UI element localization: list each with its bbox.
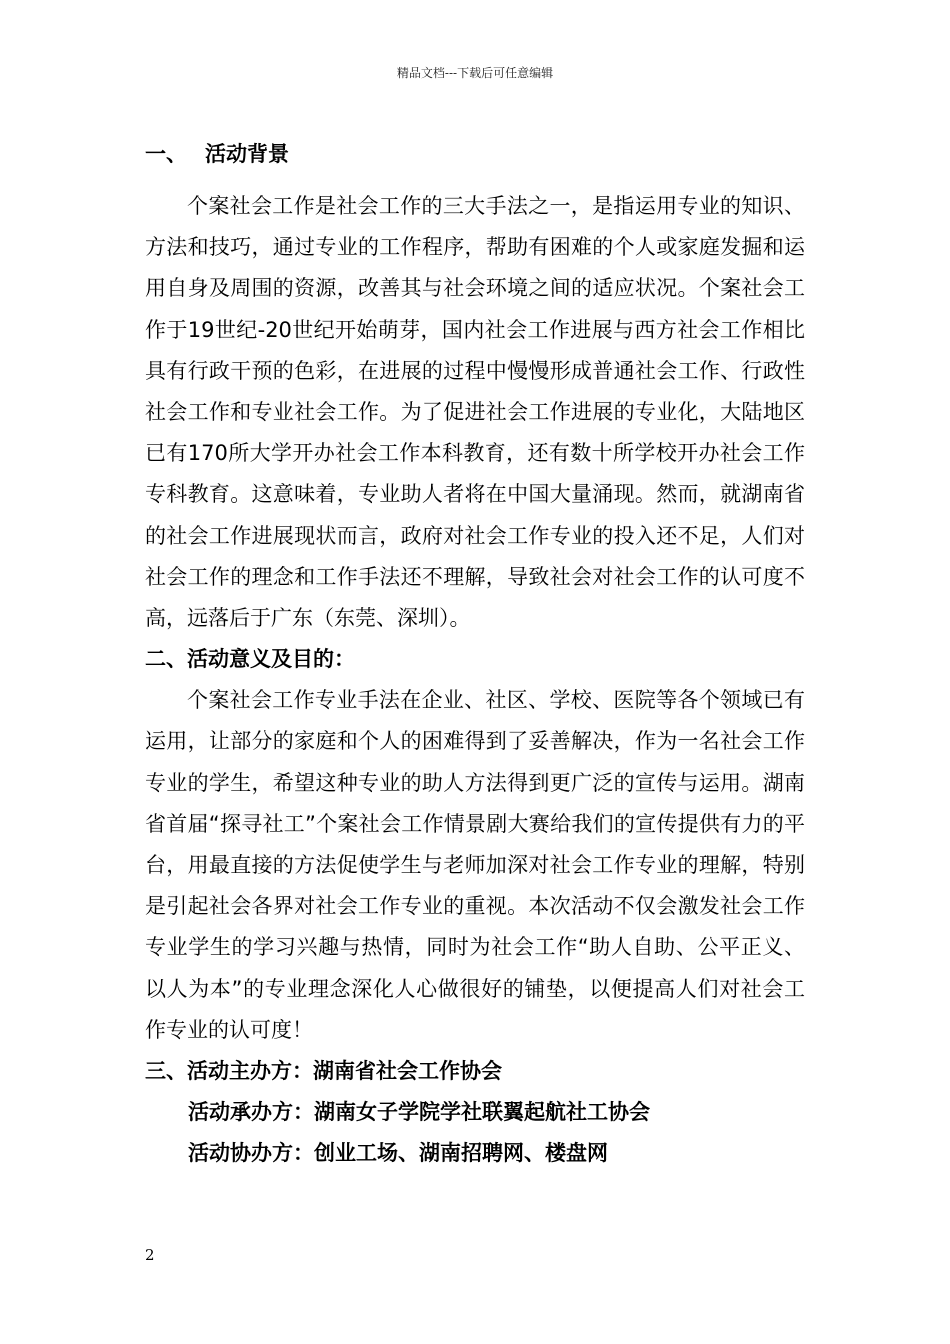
- section-2-heading: 二、活动意义及目的：: [145, 647, 355, 672]
- section-3-heading: 三、活动主办方：湖南省社会工作协会: [145, 1059, 502, 1084]
- page-number: 2: [145, 1246, 155, 1264]
- page-header: 精品文档---下载后可任意编辑: [396, 66, 554, 80]
- section-1-number: 一、: [145, 142, 187, 166]
- section-1-title: 活动背景: [205, 142, 289, 166]
- document-body: [145, 134, 805, 1174]
- section-1-heading: [145, 134, 805, 175]
- co-organizer-line: 活动协办方：创业工场、湖南招聘网、楼盘网: [188, 1141, 608, 1166]
- section-2-paragraph: 个案社会工作专业手法在企业、社区、学校、医院等各个领域已有运用，让部分的家庭和个人的困难得到了妥善解决，作为一名社会工作专业的学生，希望这种专业的助人方法得到更广泛的宣传与运用。湖南省首届“探寻社工”个案社会工作情景剧大赛给我们的宣传提供有力的平台，用最直接的方法促使学生与老师加深对社会工作专业的理解，特别是引起社会各界对社会工作专业的重视。本次活动不仅会激发社会工作专业学生的学习兴趣与热情，同时为社会工作“助人自助、公平正义、以人为本”的专业理念深化人心做很好的铺垫，以便提高人们对社会工作专业的认可度！: [145, 688, 805, 1042]
- organizer-line: 活动承办方：湖南女子学院学社联翼起航社工协会: [188, 1100, 650, 1125]
- section-1-paragraph: 个案社会工作是社会工作的三大手法之一，是指运用专业的知识、方法和技巧，通过专业的工作程序，帮助有困难的个人或家庭发掘和运用自身及周围的资源，改善其与社会环境之间的适应状况。个案社会工作于19世纪-20世纪开始萌芽，国内社会工作进展与西方社会工作相比具有行政干预的色彩，在进展的过程中慢慢形成普通社会工作、行政性社会工作和专业社会工作。为了促进社会工作进展的专业化，大陆地区已有170所大学开办社会工作本科教育，还有数十所学校开办社会工作专科教育。这意味着，专业助人者将在中国大量涌现。然而，就湖南省的社会工作进展现状而言，政府对社会工作专业的投入还不足，人们对社会工作的理念和工作手法还不理解，导致社会对社会工作的认可度不高，远落后于广东（东莞、深圳）。: [145, 194, 805, 631]
